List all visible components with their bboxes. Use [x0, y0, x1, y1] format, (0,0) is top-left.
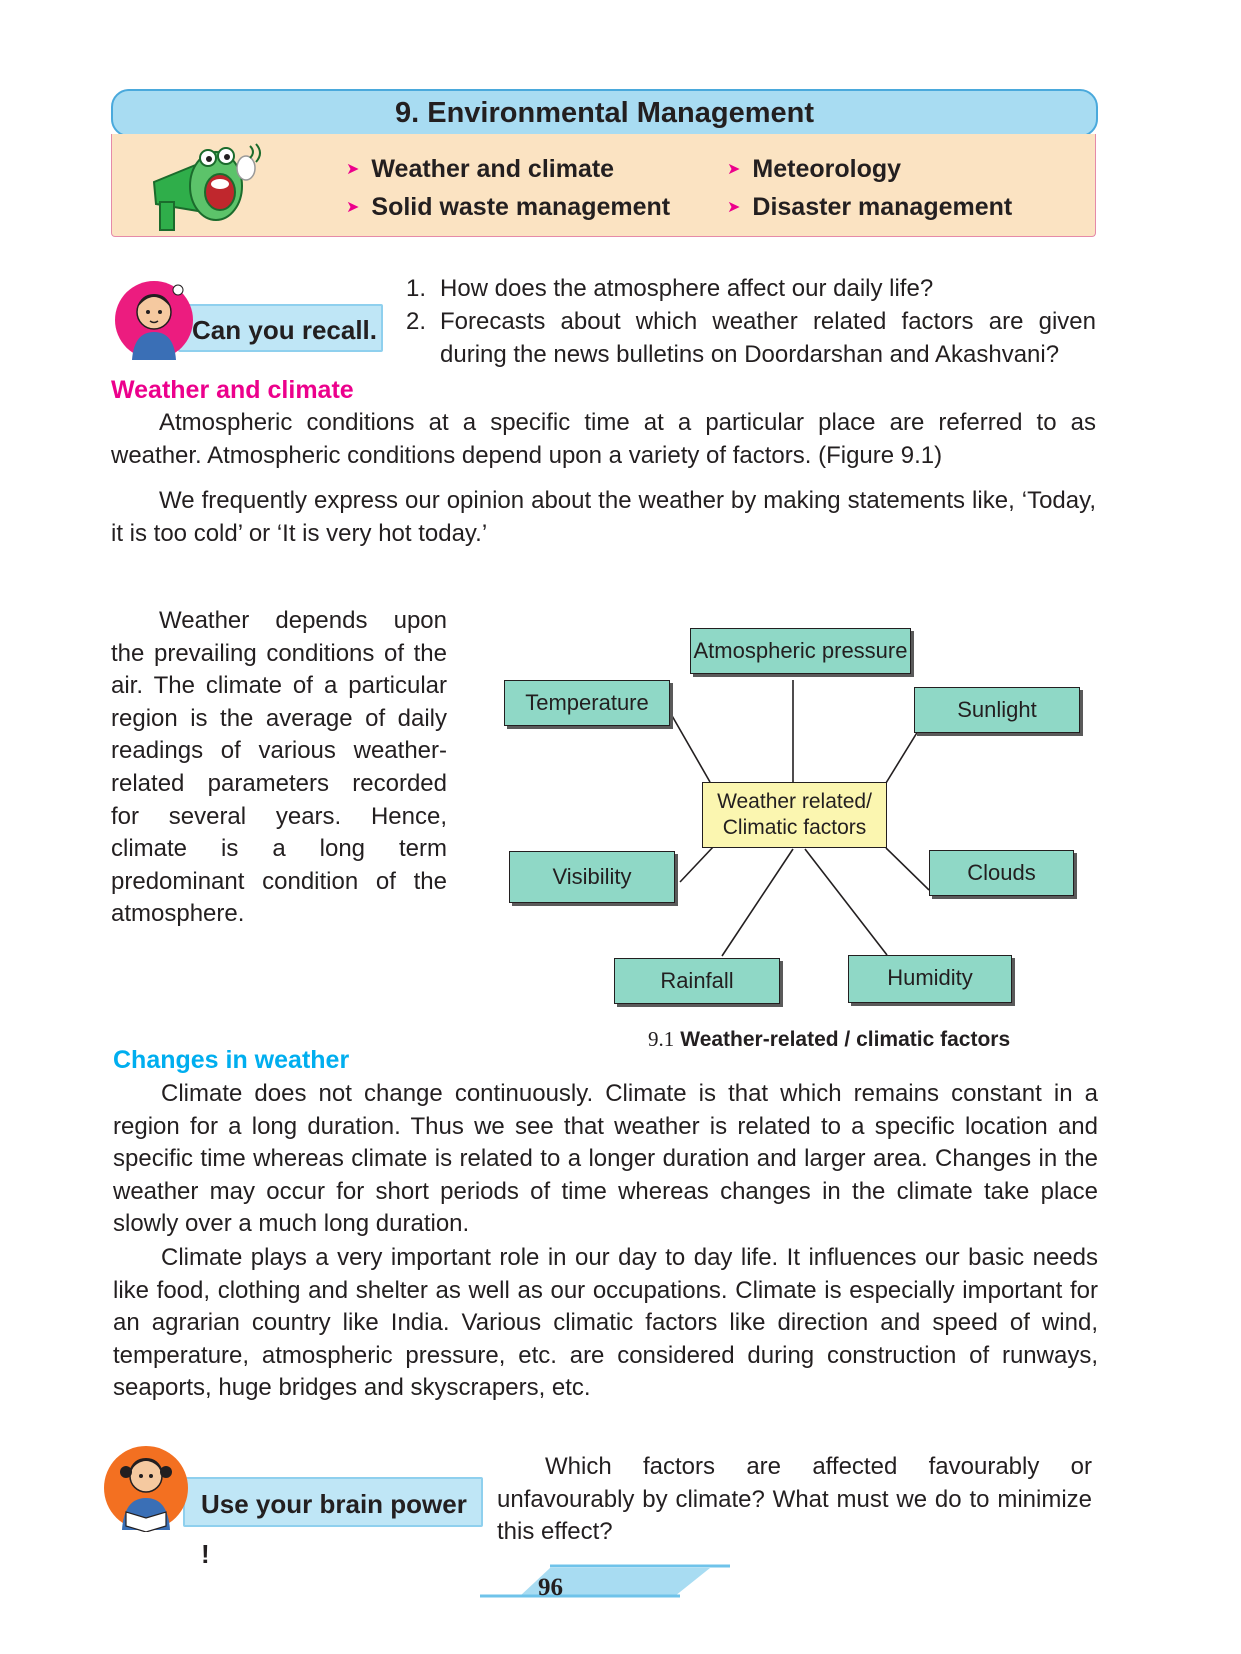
- section-heading-changes-weather: Changes in weather: [113, 1046, 350, 1074]
- recall-question-1-text: How does the atmosphere affect our daily life?: [440, 275, 934, 302]
- topic-weather-climate: ➤ Weather and climate: [346, 155, 615, 183]
- factor-visibility: Visibility: [509, 851, 675, 903]
- brain-power-label: Use your brain power !: [183, 1477, 483, 1527]
- brain-power-question: Which factors are affected favourably or unfavourably by climate? What must we do to minimize this effect?: [497, 1453, 1092, 1546]
- page-number: 96: [538, 1574, 563, 1601]
- figure-caption: 9.1 Weather-related / climatic factors: [648, 1027, 1011, 1051]
- recall-question-1: 1.: [406, 275, 427, 302]
- paragraph-weather-opinion: We frequently express our opinion about the weather by making statements like, ‘Today, it is too cold’ or ‘It is very hot today.’: [111, 487, 1096, 547]
- topic-solid-waste: ➤ Solid waste management: [346, 193, 671, 221]
- section-heading-weather-climate: Weather and climate: [111, 376, 354, 404]
- arrow-bullet-icon: ➤: [346, 161, 360, 178]
- factor-temperature: Temperature: [504, 680, 670, 726]
- recall-label: Can you recall.: [178, 304, 383, 352]
- paragraph-weather-definition: Atmospheric conditions at a specific time at a particular place are referred to as weather. Atmospheric conditions depend upon a variety of factors. (Figure 9.1): [111, 409, 1096, 469]
- paragraph-climate-change: Climate does not change continuously. Climate is that which remains constant in a region for a long duration. Thus we see that weather is related to a specific location and specific time whereas climate is related to a longer duration and larger area. Changes in the weather may occur for short periods of time whereas changes in the climate take place slowly over a much long duration.: [113, 1080, 1098, 1238]
- reading-girl-icon: [100, 1440, 192, 1532]
- center-weather-climatic-factors: Weather related/ Climatic factors: [702, 782, 887, 848]
- paragraph-climate-importance: Climate plays a very important role in our day to day life. It influences our basic needs like food, clothing and shelter as well as our occupations. Climate is especially important for an agrarian country like India. Various climatic factors like direction and speed of wind, temperature, atmospheric pressure, etc. are considered during construction of runways, seaports, huge bridges and skyscrapers, etc.: [113, 1244, 1098, 1402]
- factor-atmospheric-pressure: Atmospheric pressure: [690, 628, 911, 674]
- topic-meteorology: ➤ Meteorology: [727, 155, 902, 183]
- recall-question-2: 2.: [406, 308, 427, 335]
- arrow-bullet-icon: ➤: [346, 199, 360, 216]
- paragraph-climate-definition: Weather depends upon the prevailing conditions of the air. The climate of a particular region is the average of daily readings of various weather-related parameters recorded for several years. Hence, climate is a long term predominant condition of the atmosphere.: [111, 607, 447, 928]
- factor-rainfall: Rainfall: [614, 958, 780, 1004]
- factor-clouds: Clouds: [929, 850, 1074, 896]
- arrow-bullet-icon: ➤: [727, 161, 741, 178]
- page-number-ribbon: [480, 1560, 730, 1600]
- chapter-title: 9. Environmental Management: [111, 89, 1098, 137]
- topic-disaster-management: ➤ Disaster management: [727, 193, 1013, 221]
- factor-humidity: Humidity: [848, 955, 1012, 1003]
- recall-question-2-text: Forecasts about which weather related factors are given during the news bulletins on Doordarshan and Akashvani?: [440, 308, 1096, 368]
- arrow-bullet-icon: ➤: [727, 199, 741, 216]
- factor-sunlight: Sunlight: [914, 687, 1080, 733]
